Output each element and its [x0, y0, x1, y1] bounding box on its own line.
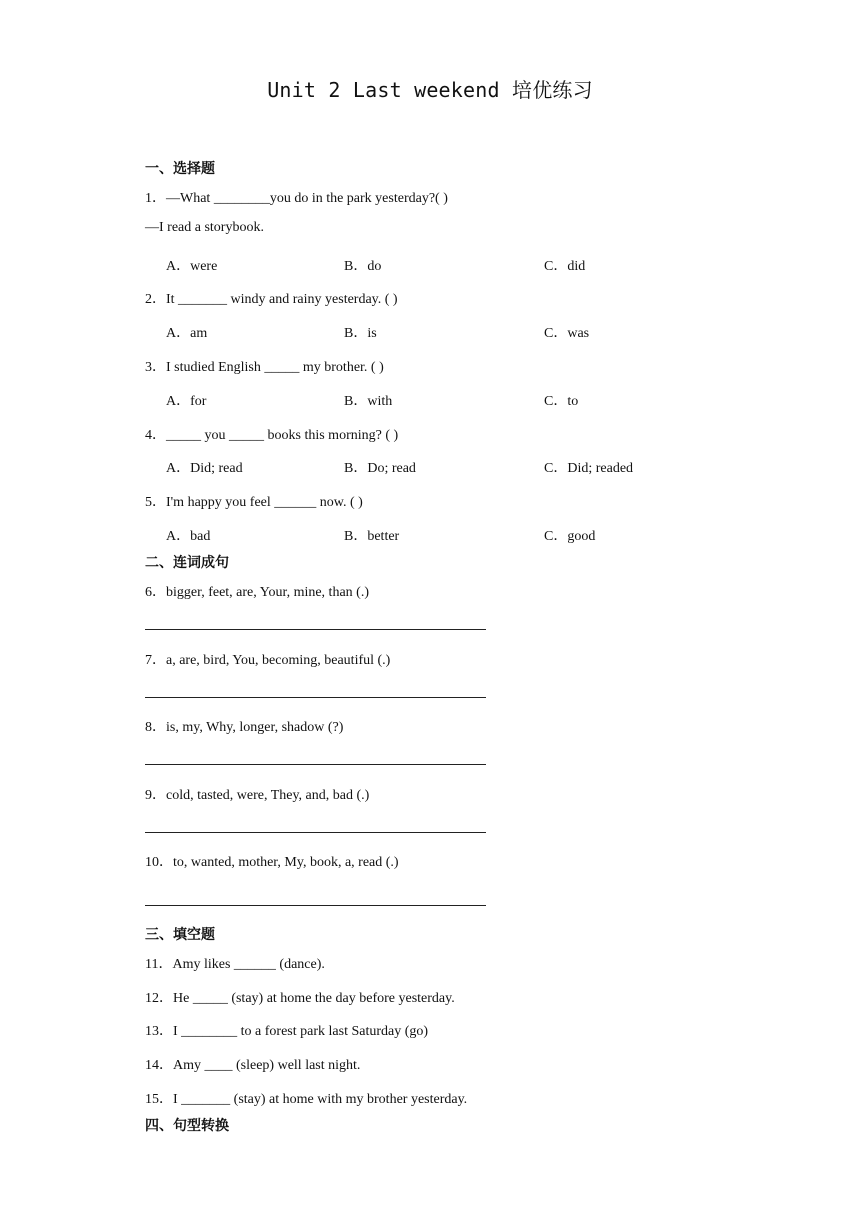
option-2a: A．am	[166, 326, 208, 341]
question-8: 8．is, my, Why, longer, shadow (?)	[145, 720, 344, 735]
option-4b: B．Do; read	[344, 461, 416, 476]
option-1a: A．were	[166, 259, 218, 274]
option-3c: C．to	[544, 394, 579, 409]
option-2c: C．was	[544, 326, 590, 341]
question-2: 2．It _______ windy and rainy yesterday. ( )	[145, 292, 398, 307]
question-3: 3．I studied English _____ my brother. ( )	[145, 360, 384, 375]
question-10: 10．to, wanted, mother, My, book, a, read (.)	[145, 855, 399, 870]
option-3b: B．with	[344, 394, 393, 409]
section-heading-fill: 三、填空题	[145, 927, 215, 943]
option-5a: A．bad	[166, 529, 211, 544]
option-5b: B．better	[344, 529, 400, 544]
answer-line-10	[145, 905, 486, 906]
answer-line-8	[145, 764, 486, 765]
option-4c: C．Did; readed	[544, 461, 634, 476]
question-14: 14．Amy ____ (sleep) well last night.	[145, 1058, 361, 1073]
question-7: 7．a, are, bird, You, becoming, beautiful (.)	[145, 653, 391, 668]
section-heading-reorder: 二、连词成句	[145, 555, 229, 571]
answer-line-6	[145, 629, 486, 630]
question-15: 15．I _______ (stay) at home with my brother yesterday.	[145, 1092, 468, 1107]
question-1: 1．—What ________you do in the park yesterday?( )	[145, 191, 448, 206]
question-12: 12．He _____ (stay) at home the day before yesterday.	[145, 991, 455, 1006]
question-13: 13．I ________ to a forest park last Saturday (go)	[145, 1024, 429, 1039]
question-4: 4．_____ you _____ books this morning? ( )	[145, 428, 399, 443]
option-5c: C．good	[544, 529, 596, 544]
answer-line-7	[145, 697, 486, 698]
question-1-answer-line: —I read a storybook.	[145, 220, 264, 235]
answer-line-9	[145, 832, 486, 833]
question-11: 11．Amy likes ______ (dance).	[145, 957, 325, 972]
section-heading-choice: 一、选择题	[145, 161, 215, 177]
option-1c: C．did	[544, 259, 586, 274]
option-3a: A．for	[166, 394, 207, 409]
option-1b: B．do	[344, 259, 382, 274]
option-2b: B．is	[344, 326, 377, 341]
section-heading-transform: 四、句型转换	[145, 1118, 229, 1134]
question-9: 9．cold, tasted, were, They, and, bad (.)	[145, 788, 370, 803]
option-4a: A．Did; read	[166, 461, 243, 476]
question-5: 5．I'm happy you feel ______ now. ( )	[145, 495, 363, 510]
question-6: 6．bigger, feet, are, Your, mine, than (.)	[145, 585, 369, 600]
page-title: Unit 2 Last weekend 培优练习	[267, 78, 593, 102]
